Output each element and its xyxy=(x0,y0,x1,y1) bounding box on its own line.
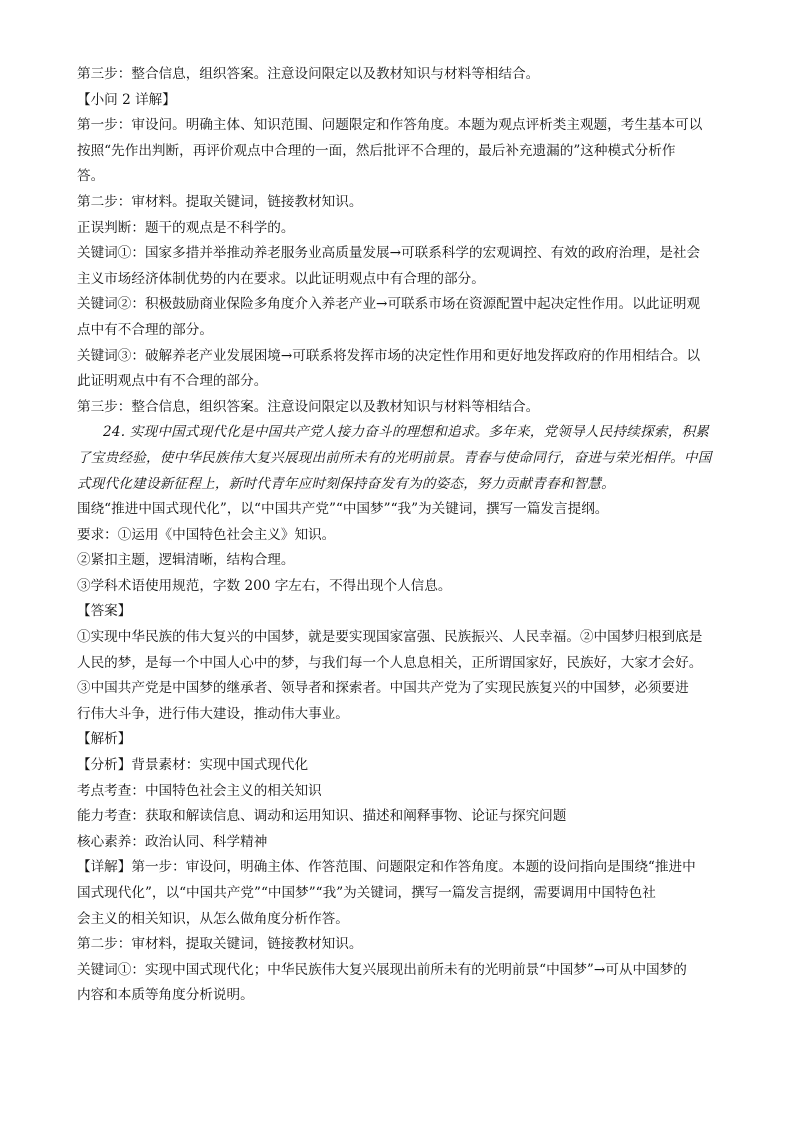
text-line: 此证明观点中有不合理的部分。 xyxy=(77,373,268,390)
text-paragraph xyxy=(77,625,723,727)
text-line: ③学科术语使用规范，字数 200 字左右，不得出现个人信息。 xyxy=(77,577,452,594)
text-paragraph xyxy=(77,62,723,88)
text-paragraph xyxy=(77,753,723,779)
text-paragraph xyxy=(77,216,723,242)
text-paragraph xyxy=(77,727,723,753)
text-line: 第二步：审材料，提取关键词，链接教材知识。 xyxy=(77,936,363,953)
text-line: 第一步：审设问。明确主体、知识范围、问题限定和作答角度。本题为观点评析类主观题，考生基本可以 xyxy=(77,117,703,134)
text-paragraph xyxy=(77,292,723,343)
text-line: 会主义的相关知识，从怎么做角度分析作答。 xyxy=(77,910,349,927)
text-paragraph xyxy=(77,855,723,932)
text-line: 第三步：整合信息，组织答案。注意设问限定以及教材知识与材料等相结合。 xyxy=(77,66,540,82)
text-paragraph xyxy=(77,958,723,1009)
text-line: 关键词①：实现中国式现代化；中华民族伟大复兴展现出前所未有的光明前景“中国梦”→可从中国梦的 xyxy=(77,961,687,978)
text-line: 关键词③：破解养老产业发展困境→可联系将发挥市场的决定性作用和更好地发挥政府的作用相结合。以 xyxy=(77,347,701,364)
text-line: ②紧扣主题，逻辑清晰，结构合理。 xyxy=(77,552,295,569)
text-paragraph xyxy=(77,395,723,421)
text-line: 主义市场经济体制优势的内在要求。以此证明观点中有合理的部分。 xyxy=(77,270,485,287)
text-paragraph xyxy=(77,88,723,114)
text-paragraph xyxy=(77,599,723,625)
text-paragraph xyxy=(77,574,723,600)
text-paragraph xyxy=(77,113,723,190)
text-paragraph xyxy=(77,804,723,830)
text-line: ①实现中华民族的伟大复兴的中国梦，就是要实现国家富强、民族振兴、人民幸福。②中国梦归根到底是 xyxy=(77,629,703,646)
text-line: 了宝贵经验，使中华民族伟大复兴展现出前所未有的光明前景。青春与使命同行，奋进与荣光相伴。中国 xyxy=(77,449,712,466)
text-line: 要求：①运用《中国特色社会主义》知识。 xyxy=(77,526,336,543)
text-line: 人民的梦，是每一个中国人心中的梦，与我们每一个人息息相关，正所谓国家好，民族好，大家才会好。 xyxy=(77,654,703,671)
text-line: 行伟大斗争，进行伟大建设，推动伟大事业。 xyxy=(77,705,349,722)
text-line: 能力考查：获取和解读信息、调动和运用知识、描述和阐释事物、论证与探究问题 xyxy=(77,808,567,825)
text-paragraph xyxy=(77,190,723,216)
text-paragraph xyxy=(77,830,723,856)
document-body xyxy=(77,62,723,1009)
text-line: ③中国共产党是中国梦的继承者、领导者和探索者。中国共产党为了实现民族复兴的中国梦，必须要进 xyxy=(77,680,689,697)
text-line: 式现代化建设新征程上，新时代青年应时刻保持奋发有为的姿态，努力贡献青春和智慧。 xyxy=(77,475,615,492)
text-paragraph xyxy=(77,497,723,523)
text-line: 【解析】 xyxy=(77,731,132,748)
text-line: 关键词①：国家多措并举推动养老服务业高质量发展→可联系科学的宏观调控、有效的政府治理，是社会 xyxy=(77,245,701,262)
text-line: 【分析】背景素材：实现中国式现代化 xyxy=(77,757,309,774)
text-line: 考点考查：中国特色社会主义的相关知识 xyxy=(77,782,322,799)
text-line: 正误判断：题干的观点是不科学的。 xyxy=(77,219,295,236)
text-line: 【答案】 xyxy=(77,603,132,620)
text-line: 关键词②：积极鼓励商业保险多角度介入养老产业→可联系市场在资源配置中起决定性作用。以此证明观 xyxy=(77,296,701,313)
text-line: 国式现代化”，以“中国共产党”“中国梦”“我”为关键词，撰写一篇发言提纲，需要调用中国特色社 xyxy=(77,885,656,901)
text-line: 第三步：整合信息，组织答案。注意设问限定以及教材知识与材料等相结合。 xyxy=(77,398,540,415)
text-line: 【详解】第一步：审设问，明确主体、作答范围、问题限定和作答角度。本题的设问指向是围绕“推进中 xyxy=(77,859,696,876)
text-paragraph xyxy=(77,779,723,805)
text-line: 答。 xyxy=(77,168,105,185)
text-paragraph xyxy=(77,523,723,549)
text-line: 点中有不合理的部分。 xyxy=(77,321,213,338)
text-paragraph xyxy=(77,241,723,292)
question-24-paragraph xyxy=(77,420,723,497)
text-line: 24. 实现中国式现代化是中国共产党人接力奋斗的理想和追求。多年来，党领导人民持续探索，积累 xyxy=(103,424,710,441)
text-line: 第二步：审材料。提取关键词，链接教材知识。 xyxy=(77,193,363,210)
text-line: 围绕“推进中国式现代化”，以“中国共产党”“中国梦”“我”为关键词，撰写一篇发言提纲。 xyxy=(77,501,609,518)
text-line: 【小问 2 详解】 xyxy=(77,91,176,108)
text-paragraph xyxy=(77,932,723,958)
text-line: 核心素养：政治认同、科学精神 xyxy=(77,833,268,850)
text-line: 按照“先作出判断，再评价观点中合理的一面，然后批评不合理的，最后补充遗漏的”这种模式分析作 xyxy=(77,142,676,159)
text-line: 内容和本质等角度分析说明。 xyxy=(77,987,254,1004)
text-paragraph xyxy=(77,344,723,395)
text-paragraph xyxy=(77,548,723,574)
